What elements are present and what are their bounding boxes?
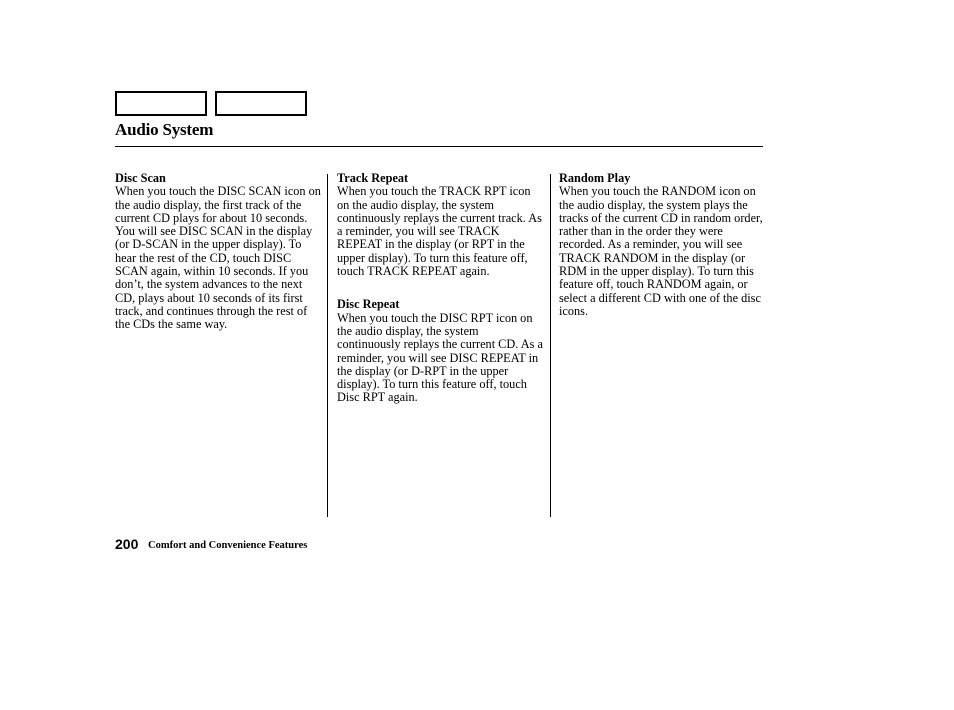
body-random-play: When you touch the RANDOM icon on the audio display, the system plays the tracks of the current CD in random order, rather than in the order they were recorded. As a reminder, you will see TRACK RANDOM in the display (or RDM in the upper display). To turn this feature off, touch RANDOM again, or select a different CD with one of the disc icons. — [559, 184, 763, 318]
column-divider-1 — [327, 174, 328, 517]
footer-section-name: Comfort and Convenience Features — [148, 540, 308, 551]
column-divider-2 — [550, 174, 551, 517]
title-rule — [115, 146, 763, 147]
page-title: Audio System — [115, 120, 214, 139]
heading-disc-scan: Disc Scan — [115, 171, 166, 185]
column-3 — [559, 172, 767, 318]
column-1 — [115, 172, 323, 332]
body-track-repeat: When you touch the TRACK RPT icon on the audio display, the system continuously replays the current track. As a reminder, you will see TRACK REPEAT in the display (or RPT in the upper display). To turn this feature off, touch TRACK REPEAT again. — [337, 184, 542, 279]
body-disc-scan: When you touch the DISC SCAN icon on the audio display, the first track of the current CD plays for about 10 seconds. You will see DISC SCAN in the display (or D-SCAN in the upper display). To hear the rest of the CD, touch DISC SCAN again, within 10 seconds. If you don’t, the system advances to the next CD, plays about 10 seconds of its first track, and continues through the rest of the CDs the same way. — [115, 184, 321, 332]
page-number: 200 — [115, 536, 139, 552]
body-disc-repeat: When you touch the DISC RPT icon on the audio display, the system continuously replays the current CD. As a reminder, you will see DISC REPEAT in the display (or D-RPT in the upper display). To turn this feature off, touch Disc RPT again. — [337, 310, 543, 405]
heading-random-play: Random Play — [559, 171, 631, 185]
heading-track-repeat: Track Repeat — [337, 171, 409, 185]
heading-disc-repeat: Disc Repeat — [337, 297, 400, 312]
header-tab-box-2 — [215, 91, 307, 116]
column-2 — [337, 172, 545, 405]
header-tab-box-1 — [115, 91, 207, 116]
